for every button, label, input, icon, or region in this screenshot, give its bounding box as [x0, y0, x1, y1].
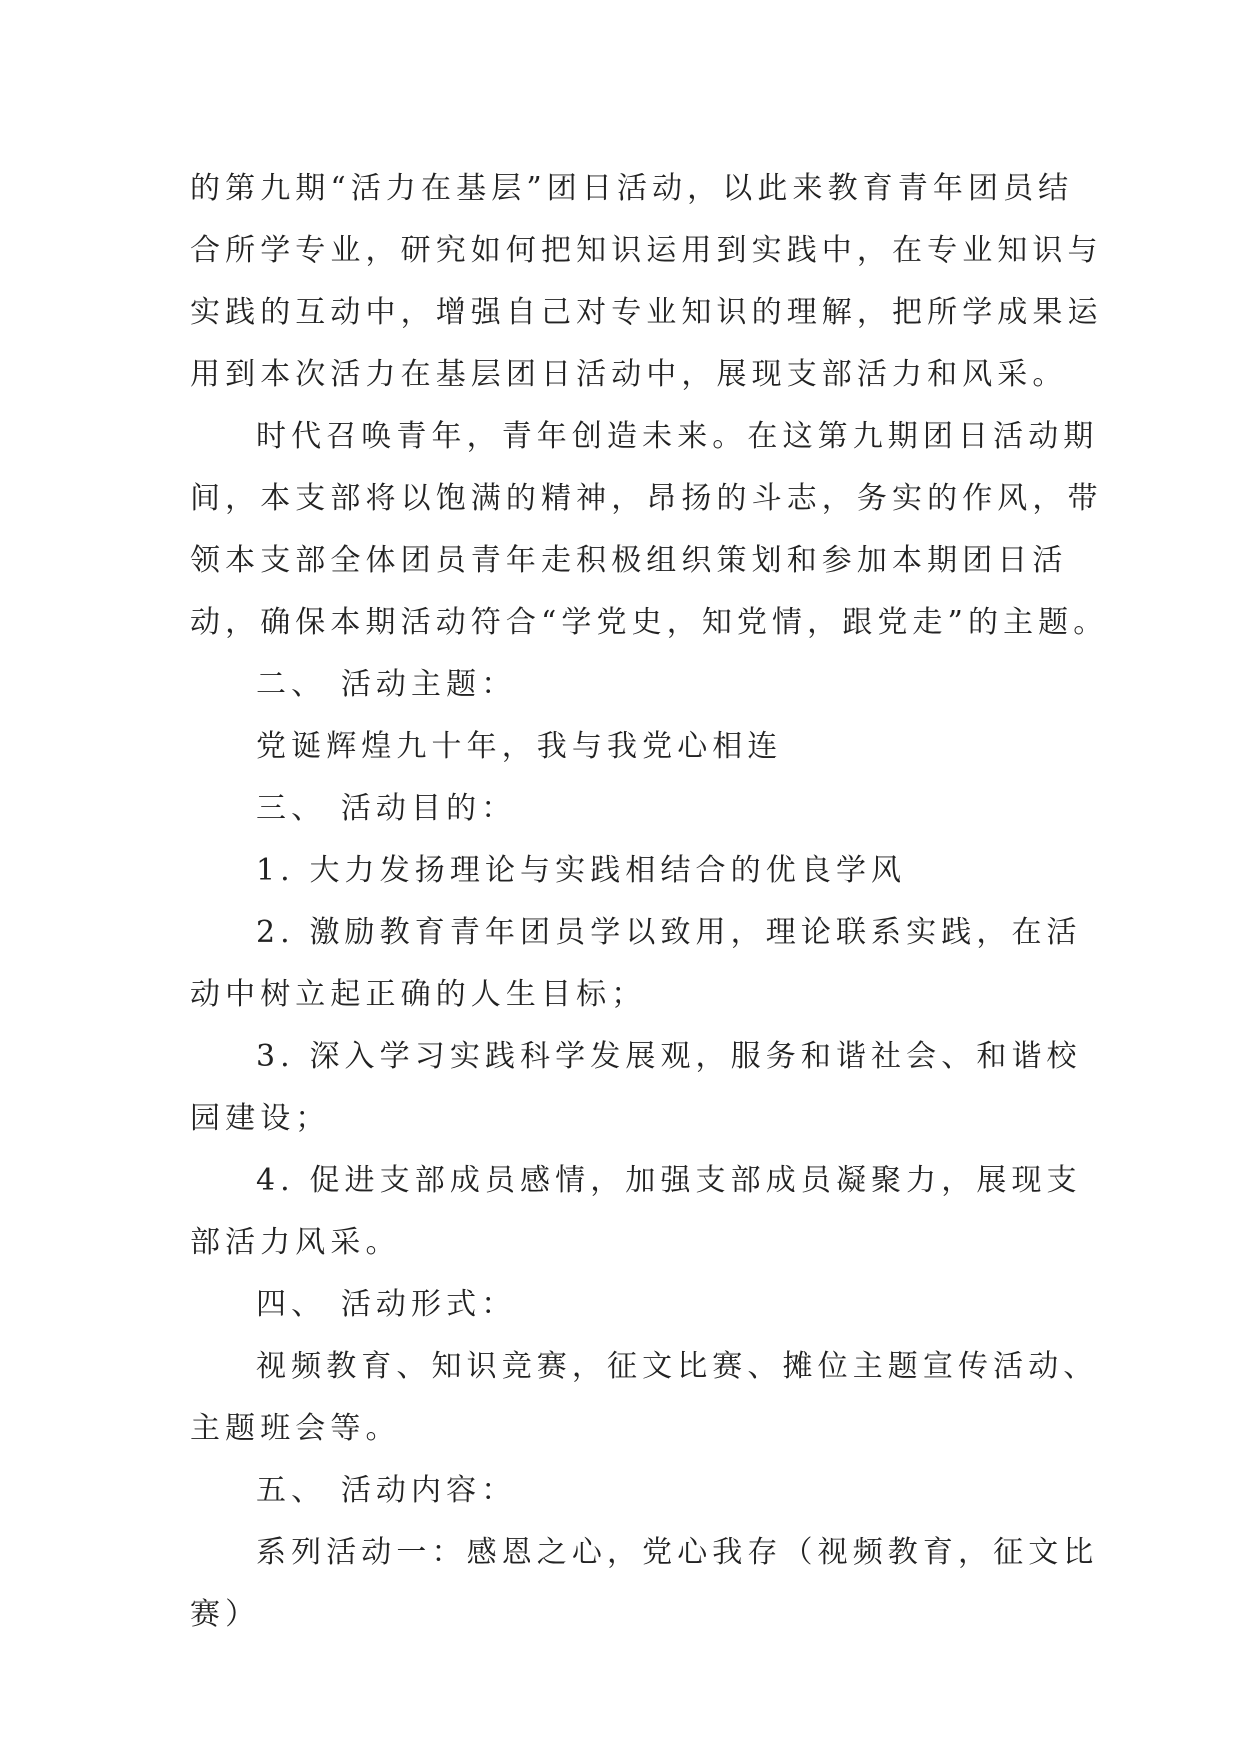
list-item: 3. 深入学习实践科学发展观，服务和谐社会、和谐校 — [256, 1039, 1082, 1074]
text-line: 动中树立起正确的人生目标； — [190, 977, 647, 1012]
section-heading-form: 四、 活动形式： — [256, 1287, 517, 1322]
text-line: 实践的互动中，增强自己对专业知识的理解，把所学成果运 — [190, 295, 1103, 330]
text-line: 领本支部全体团员青年走积极组织策划和参加本期团日活 — [190, 543, 1068, 578]
list-item: 1. 大力发扬理论与实践相结合的优良学风 — [256, 853, 907, 888]
list-item: 2. 激励教育青年团员学以致用，理论联系实践，在活 — [256, 915, 1082, 950]
section-heading-theme: 二、 活动主题： — [256, 667, 517, 702]
text-line: 用到本次活力在基层团日活动中，展现支部活力和风采。 — [190, 357, 1068, 392]
document-body — [190, 158, 1109, 1646]
text-line: 的第九期“活力在基层”团日活动，以此来教育青年团员结 — [190, 171, 1074, 206]
text-line: 时代召唤青年，青年创造未来。在这第九期团日活动期 — [256, 419, 1099, 454]
text-line: 赛） — [190, 1597, 261, 1632]
text-line: 党诞辉煌九十年，我与我党心相连 — [256, 729, 783, 764]
text-line: 间，本支部将以饱满的精神，昂扬的斗志，务实的作风，带 — [190, 481, 1103, 516]
text-line: 视频教育、知识竞赛，征文比赛、摊位主题宣传活动、 — [256, 1349, 1099, 1384]
text-line: 部活力风采。 — [190, 1225, 401, 1260]
text-line: 园建设； — [190, 1101, 331, 1136]
text-line: 系列活动一：感恩之心，党心我存（视频教育，征文比 — [256, 1535, 1099, 1570]
section-heading-purpose: 三、 活动目的： — [256, 791, 517, 826]
text-line: 动，确保本期活动符合“学党史，知党情，跟党走”的主题。 — [190, 605, 1109, 640]
section-heading-content: 五、 活动内容： — [256, 1473, 517, 1508]
list-item: 4. 促进支部成员感情，加强支部成员凝聚力，展现支 — [256, 1163, 1082, 1198]
text-line: 合所学专业，研究如何把知识运用到实践中，在专业知识与 — [190, 233, 1103, 268]
text-line: 主题班会等。 — [190, 1411, 401, 1446]
